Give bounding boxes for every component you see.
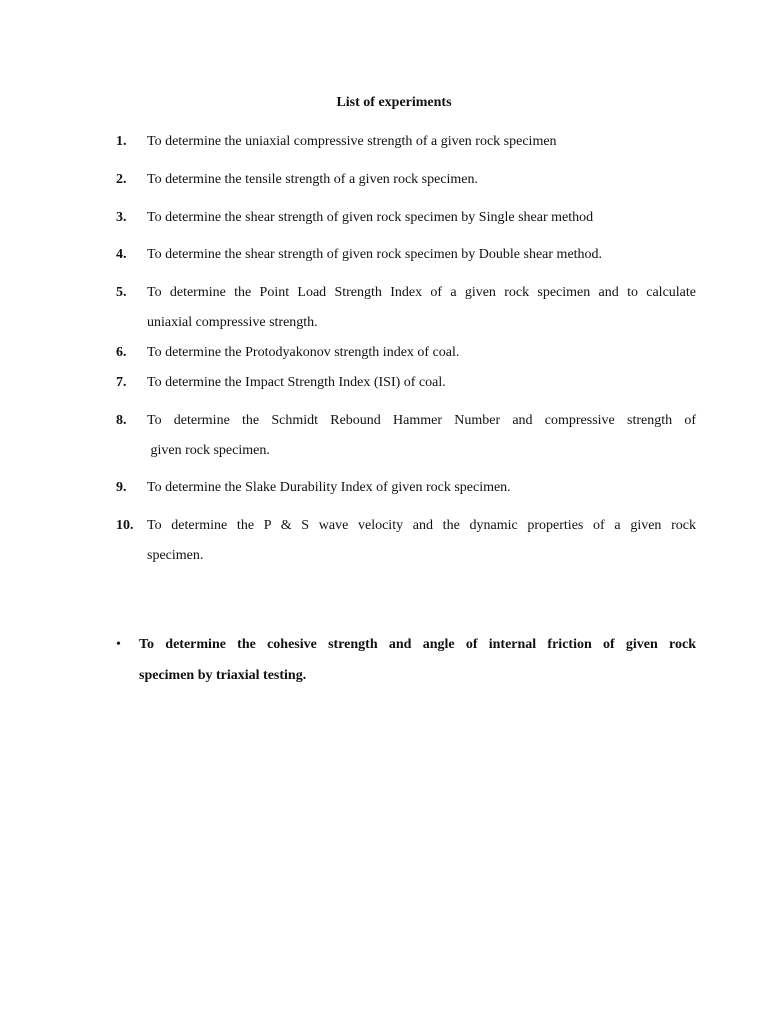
experiment-text-continuation: uniaxial compressive strength. (147, 315, 318, 330)
experiment-number: 9. (116, 480, 127, 495)
experiment-text: To determine the Protodyakonov strength index of coal. (147, 345, 460, 360)
experiment-text: To determine the Impact Strength Index (ISI) of coal. (147, 375, 446, 390)
experiment-text: To determine the tensile strength of a given rock specimen. (147, 172, 479, 187)
experiment-number: 1. (116, 134, 127, 149)
experiment-number: 2. (116, 172, 127, 187)
experiment-text: To determine the shear strength of given rock specimen by Double shear method. (147, 247, 603, 262)
experiment-number: 4. (116, 247, 127, 262)
experiment-number: 8. (116, 413, 127, 428)
bullet-text-continuation: specimen by triaxial testing. (139, 668, 307, 683)
experiment-number: 6. (116, 345, 127, 360)
experiment-number: 10. (116, 518, 134, 533)
bullet-icon: • (116, 637, 121, 652)
experiment-text: To determine the Schmidt Rebound Hammer Number and compressive strength of (147, 413, 696, 428)
experiment-text: To determine the shear strength of given rock specimen by Single shear method (147, 210, 594, 225)
experiment-text-continuation: given rock specimen. (147, 443, 270, 458)
experiment-text: To determine the P & S wave velocity and the dynamic properties of a given rock (147, 518, 696, 533)
page-title: List of experiments (336, 95, 452, 110)
experiment-text-continuation: specimen. (147, 548, 204, 563)
experiment-text: To determine the uniaxial compressive strength of a given rock specimen (147, 134, 557, 149)
experiment-text: To determine the Slake Durability Index of given rock specimen. (147, 480, 511, 495)
experiment-text: To determine the Point Load Strength Index of a given rock specimen and to calculate (147, 285, 696, 300)
experiment-number: 3. (116, 210, 127, 225)
bullet-text: To determine the cohesive strength and angle of internal friction of given rock (139, 637, 696, 652)
experiment-number: 7. (116, 375, 127, 390)
experiment-number: 5. (116, 285, 127, 300)
